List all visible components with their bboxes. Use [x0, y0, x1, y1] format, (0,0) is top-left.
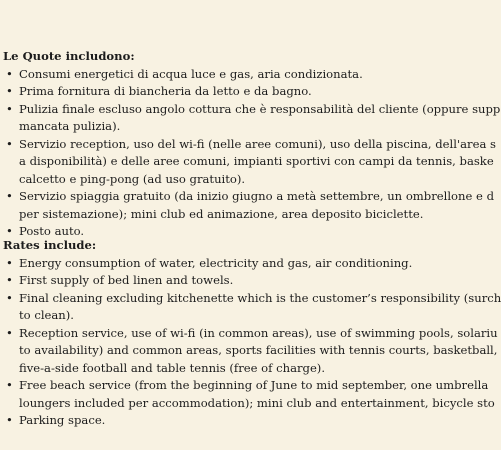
- list-item-text-line: Posto auto.: [19, 224, 85, 238]
- bullet-icon: •: [6, 325, 13, 340]
- list-item-text-line: Final cleaning excluding kitchenette which is the customer’s responsibility (surch: [19, 290, 501, 305]
- english-section: [3, 237, 501, 430]
- italian-section: [3, 48, 501, 241]
- italian-inclusions-list: [3, 66, 501, 241]
- bullet-icon: •: [6, 273, 13, 287]
- list-item-text-line: loungers included per accommodation); mini club and entertainment, bicycle sto: [19, 395, 495, 410]
- list-item-text-line: calcetto e ping-pong (ad uso gratuito).: [19, 171, 246, 186]
- list-item: [3, 101, 501, 136]
- list-item: [3, 272, 450, 290]
- list-item: [3, 255, 450, 273]
- list-item: [3, 66, 450, 84]
- list-item-text-line: Energy consumption of water, electricity and gas, air conditioning.: [19, 255, 413, 270]
- bullet-icon: •: [6, 224, 13, 238]
- list-item-text-line: five-a-side football and table tennis (free of charge).: [19, 360, 326, 375]
- bullet-icon: •: [6, 66, 13, 81]
- bullet-icon: •: [6, 413, 13, 427]
- bullet-icon: •: [6, 101, 13, 116]
- italian-heading: Le Quote includono:: [3, 49, 135, 63]
- list-item-text-line: a disponibilità) e delle aree comuni, impianti sportivi con campi da tennis, baske: [19, 154, 494, 168]
- list-item-text-line: Free beach service (from the beginning of June to mid september, one umbrella: [19, 378, 489, 392]
- list-item-text-line: Reception service, use of wi-fi (in common areas), use of swimming pools, solariu: [19, 325, 498, 340]
- list-item: [3, 412, 450, 430]
- list-item-text-line: to availability) and common areas, sports facilities with tennis courts, basketball,: [19, 343, 498, 357]
- list-item-text-line: Parking space.: [19, 413, 106, 427]
- list-item-text-line: Servizio spiaggia gratuito (da inizio giugno a metà settembre, un ombrellone e d: [19, 189, 494, 203]
- list-item-text-line: Prima fornitura di biancheria da letto e da bagno.: [19, 84, 312, 98]
- list-item: [3, 83, 450, 101]
- list-item-text-line: per sistemazione); mini club ed animazione, area deposito biciclette.: [19, 206, 424, 221]
- list-item-text-line: Consumi energetici di acqua luce e gas, aria condizionata.: [19, 66, 363, 81]
- bullet-icon: •: [6, 136, 13, 151]
- bullet-icon: •: [6, 189, 13, 203]
- bullet-icon: •: [6, 255, 13, 270]
- list-item-text-line: First supply of bed linen and towels.: [19, 273, 234, 287]
- list-item-text-line: to clean).: [19, 308, 74, 322]
- list-item: [3, 377, 495, 412]
- bullet-icon: •: [6, 84, 13, 98]
- bullet-icon: •: [6, 378, 13, 392]
- english-inclusions-list: [3, 255, 501, 430]
- list-item-text-line: mancata pulizia).: [19, 119, 121, 133]
- english-heading: Rates include:: [3, 238, 97, 252]
- bullet-icon: •: [6, 290, 13, 305]
- list-item: [3, 325, 498, 378]
- list-item-text-line: Servizio reception, uso del wi-fi (nelle aree comuni), uso della piscina, dell'area s: [19, 136, 497, 151]
- list-item-text-line: Pulizia finale escluso angolo cottura che è responsabilità del cliente (oppure supp: [19, 101, 501, 116]
- list-item: [3, 290, 501, 325]
- list-item: [3, 136, 497, 189]
- list-item: [3, 188, 494, 223]
